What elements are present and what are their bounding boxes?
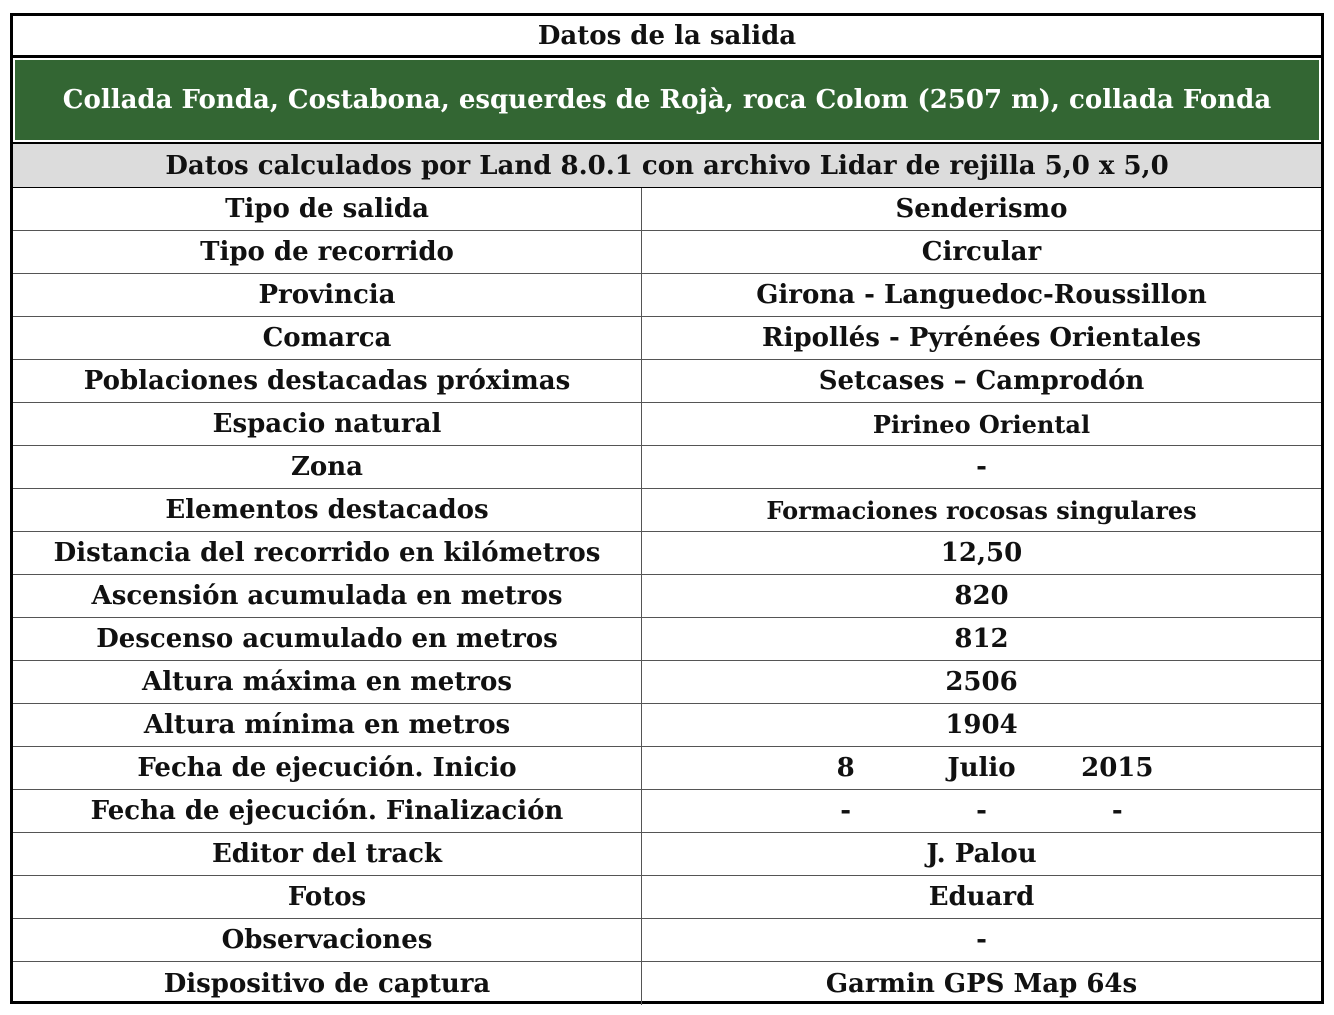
row-value: 820 (954, 581, 1009, 611)
table-row (13, 790, 1321, 833)
table-row (13, 231, 1321, 274)
table-row (13, 747, 1321, 790)
row-label: Altura máxima en metros (13, 661, 642, 703)
row-label: Ascensión acumulada en metros (13, 575, 642, 617)
table-title: Datos de la salida (13, 16, 1321, 58)
row-value: Formaciones rocosas singulares (766, 495, 1197, 525)
table-row (13, 489, 1321, 532)
row-label: Tipo de recorrido (13, 231, 642, 273)
row-label: Fotos (13, 876, 642, 918)
row-value: - (976, 925, 987, 955)
table-row (13, 575, 1321, 618)
trip-details-grid (13, 188, 1321, 1001)
row-value: 1904 (945, 710, 1018, 740)
row-label: Distancia del recorrido en kilómetros (13, 532, 642, 574)
row-label: Dispositivo de captura (13, 962, 642, 1005)
table-row (13, 317, 1321, 360)
row-label: Observaciones (13, 919, 642, 961)
row-value: Eduard (928, 882, 1035, 912)
end-year: - (1111, 796, 1123, 826)
table-row (13, 618, 1321, 661)
row-label: Altura mínima en metros (13, 704, 642, 746)
table-row (13, 403, 1321, 446)
table-row (13, 661, 1321, 704)
row-label: Fecha de ejecución. Inicio (13, 747, 642, 789)
start-month: Julio (947, 753, 1016, 783)
end-day: - (840, 796, 852, 826)
row-value: J. Palou (926, 839, 1037, 869)
row-label: Elementos destacados (13, 489, 642, 531)
route-name-banner (13, 58, 1321, 144)
table-row (13, 446, 1321, 489)
table-row (13, 704, 1321, 747)
table-row (13, 962, 1321, 1005)
row-value: 12,50 (940, 538, 1023, 568)
row-label: Zona (13, 446, 642, 488)
row-value: Girona - Languedoc-Roussillon (756, 280, 1207, 310)
row-label: Provincia (13, 274, 642, 316)
row-label: Comarca (13, 317, 642, 359)
row-label: Tipo de salida (13, 188, 642, 230)
start-date-value (642, 747, 1321, 789)
row-value: Pirineo Oriental (872, 409, 1091, 439)
table-row (13, 360, 1321, 403)
end-date-value (642, 790, 1321, 832)
row-value: 2506 (945, 667, 1018, 697)
start-year: 2015 (1081, 753, 1154, 783)
row-value: Setcases – Camprodón (818, 366, 1145, 396)
row-label: Fecha de ejecución. Finalización (13, 790, 642, 832)
row-label: Espacio natural (13, 403, 642, 445)
row-label: Poblaciones destacadas próximas (13, 360, 642, 402)
end-month: - (976, 796, 987, 826)
route-name: Collada Fonda, Costabona, esquerdes de Rojà, roca Colom (2507 m), collada Fonda (15, 60, 1319, 140)
calculation-note: Datos calculados por Land 8.0.1 con archivo Lidar de rejilla 5,0 x 5,0 (13, 144, 1321, 188)
start-day: 8 (836, 753, 855, 783)
table-row (13, 919, 1321, 962)
row-value: Circular (921, 237, 1042, 267)
trip-data-table (10, 13, 1324, 1004)
row-value: Senderismo (895, 194, 1068, 224)
table-row (13, 833, 1321, 876)
table-row (13, 876, 1321, 919)
row-label: Editor del track (13, 833, 642, 875)
row-value: Garmin GPS Map 64s (825, 968, 1138, 999)
row-value: - (976, 452, 987, 482)
row-value: 812 (954, 624, 1009, 654)
table-row (13, 188, 1321, 231)
table-row (13, 532, 1321, 575)
row-label: Descenso acumulado en metros (13, 618, 642, 660)
row-value: Ripollés - Pyrénées Orientales (762, 323, 1201, 353)
table-row (13, 274, 1321, 317)
